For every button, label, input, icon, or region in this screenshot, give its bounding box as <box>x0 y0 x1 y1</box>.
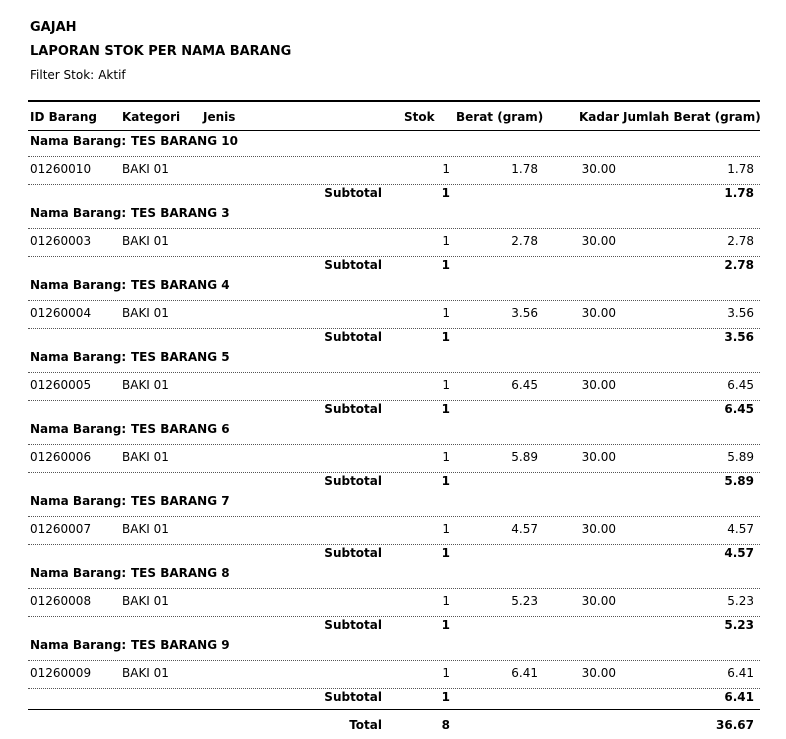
row-divider <box>28 544 760 545</box>
group-divider <box>28 516 760 517</box>
cell-berat: 6.45 <box>511 378 538 392</box>
cell-id: 01260005 <box>30 378 92 392</box>
group-divider <box>28 588 760 589</box>
cell-stok: 1 <box>442 162 450 176</box>
cell-jumlah: 6.41 <box>727 666 754 680</box>
group-divider <box>28 228 760 229</box>
total-stok: 8 <box>441 718 450 732</box>
cell-jumlah: 5.23 <box>727 594 754 608</box>
cell-kadar: 30.00 <box>581 666 616 680</box>
col-header-kadar: Kadar <box>579 110 620 124</box>
subtotal-label: Subtotal <box>324 690 382 704</box>
subtotal-jumlah: 5.23 <box>724 618 754 632</box>
cell-id: 01260010 <box>30 162 92 176</box>
group-name: TES BARANG 7 <box>131 494 230 508</box>
subtotal-stok: 1 <box>441 546 450 560</box>
row-divider <box>28 616 760 617</box>
subtotal-stok: 1 <box>441 186 450 200</box>
subtotal-jumlah: 1.78 <box>724 186 754 200</box>
row-divider <box>28 328 760 329</box>
filter-info <box>30 68 130 82</box>
cell-kategori: BAKI 01 <box>122 162 169 176</box>
cell-kadar: 30.00 <box>581 234 616 248</box>
subtotal-stok: 1 <box>441 330 450 344</box>
header-bottom-rule <box>28 130 760 131</box>
cell-berat: 2.78 <box>511 234 538 248</box>
subtotal-jumlah: 5.89 <box>724 474 754 488</box>
subtotal-label: Subtotal <box>324 330 382 344</box>
cell-kadar: 30.00 <box>581 522 616 536</box>
cell-jumlah: 5.89 <box>727 450 754 464</box>
subtotal-jumlah: 6.45 <box>724 402 754 416</box>
group-name: TES BARANG 10 <box>131 134 238 148</box>
subtotal-label: Subtotal <box>324 546 382 560</box>
cell-berat: 5.23 <box>511 594 538 608</box>
col-header-berat: Berat (gram) <box>456 110 544 124</box>
cell-jumlah: 4.57 <box>727 522 754 536</box>
subtotal-stok: 1 <box>441 258 450 272</box>
col-header-stok: Stok <box>404 110 435 124</box>
cell-kategori: BAKI 01 <box>122 450 169 464</box>
cell-kadar: 30.00 <box>581 594 616 608</box>
cell-kategori: BAKI 01 <box>122 378 169 392</box>
cell-jumlah: 2.78 <box>727 234 754 248</box>
cell-id: 01260006 <box>30 450 92 464</box>
cell-berat: 1.78 <box>511 162 538 176</box>
group-divider <box>28 660 760 661</box>
cell-berat: 6.41 <box>511 666 538 680</box>
cell-jumlah: 6.45 <box>727 378 754 392</box>
col-header-jenis: Jenis <box>203 110 236 124</box>
subtotal-stok: 1 <box>441 618 450 632</box>
cell-stok: 1 <box>442 594 450 608</box>
cell-stok: 1 <box>442 378 450 392</box>
row-divider <box>28 400 760 401</box>
cell-id: 01260009 <box>30 666 92 680</box>
cell-id: 01260003 <box>30 234 92 248</box>
group-divider <box>28 156 760 157</box>
header-top-rule <box>28 100 760 102</box>
row-divider <box>28 184 760 185</box>
cell-kadar: 30.00 <box>581 450 616 464</box>
company-name: GAJAH <box>30 20 77 35</box>
cell-kadar: 30.00 <box>581 378 616 392</box>
cell-stok: 1 <box>442 522 450 536</box>
group-divider <box>28 444 760 445</box>
col-header-kategori: Kategori <box>122 110 181 124</box>
group-label: Nama Barang: <box>30 206 127 220</box>
subtotal-label: Subtotal <box>324 186 382 200</box>
group-label: Nama Barang: <box>30 350 127 364</box>
row-divider <box>28 472 760 473</box>
subtotal-label: Subtotal <box>324 402 382 416</box>
subtotal-label: Subtotal <box>324 258 382 272</box>
cell-berat: 5.89 <box>511 450 538 464</box>
filter-value: Aktif <box>98 68 126 82</box>
cell-stok: 1 <box>442 306 450 320</box>
cell-stok: 1 <box>442 234 450 248</box>
group-divider <box>28 300 760 301</box>
group-label: Nama Barang: <box>30 638 127 652</box>
col-header-id: ID Barang <box>30 110 97 124</box>
group-label: Nama Barang: <box>30 278 127 292</box>
cell-kategori: BAKI 01 <box>122 594 169 608</box>
subtotal-jumlah: 2.78 <box>724 258 754 272</box>
report-title: LAPORAN STOK PER NAMA BARANG <box>30 44 292 59</box>
group-name: TES BARANG 3 <box>131 206 230 220</box>
group-name: TES BARANG 9 <box>131 638 230 652</box>
cell-kadar: 30.00 <box>581 162 616 176</box>
cell-jumlah: 3.56 <box>727 306 754 320</box>
col-header-jumlah: Jumlah Berat (gram) <box>623 110 761 124</box>
cell-kategori: BAKI 01 <box>122 522 169 536</box>
cell-id: 01260004 <box>30 306 92 320</box>
row-divider <box>28 256 760 257</box>
total-label: Total <box>349 718 382 732</box>
subtotal-stok: 1 <box>441 402 450 416</box>
cell-jumlah: 1.78 <box>727 162 754 176</box>
subtotal-label: Subtotal <box>324 474 382 488</box>
cell-stok: 1 <box>442 450 450 464</box>
subtotal-jumlah: 4.57 <box>724 546 754 560</box>
group-name: TES BARANG 5 <box>131 350 230 364</box>
subtotal-jumlah: 3.56 <box>724 330 754 344</box>
cell-stok: 1 <box>442 666 450 680</box>
filter-label: Filter Stok: <box>30 68 95 82</box>
group-label: Nama Barang: <box>30 494 127 508</box>
group-label: Nama Barang: <box>30 566 127 580</box>
cell-id: 01260008 <box>30 594 92 608</box>
subtotal-stok: 1 <box>441 474 450 488</box>
row-divider <box>28 688 760 689</box>
total-rule <box>28 709 760 710</box>
group-name: TES BARANG 6 <box>131 422 230 436</box>
group-label: Nama Barang: <box>30 134 127 148</box>
group-name: TES BARANG 4 <box>131 278 230 292</box>
group-label: Nama Barang: <box>30 422 127 436</box>
cell-berat: 3.56 <box>511 306 538 320</box>
cell-berat: 4.57 <box>511 522 538 536</box>
cell-kategori: BAKI 01 <box>122 666 169 680</box>
subtotal-label: Subtotal <box>324 618 382 632</box>
subtotal-jumlah: 6.41 <box>724 690 754 704</box>
cell-kadar: 30.00 <box>581 306 616 320</box>
group-divider <box>28 372 760 373</box>
group-name: TES BARANG 8 <box>131 566 230 580</box>
cell-kategori: BAKI 01 <box>122 306 169 320</box>
subtotal-stok: 1 <box>441 690 450 704</box>
total-jumlah: 36.67 <box>716 718 754 732</box>
cell-kategori: BAKI 01 <box>122 234 169 248</box>
cell-id: 01260007 <box>30 522 92 536</box>
